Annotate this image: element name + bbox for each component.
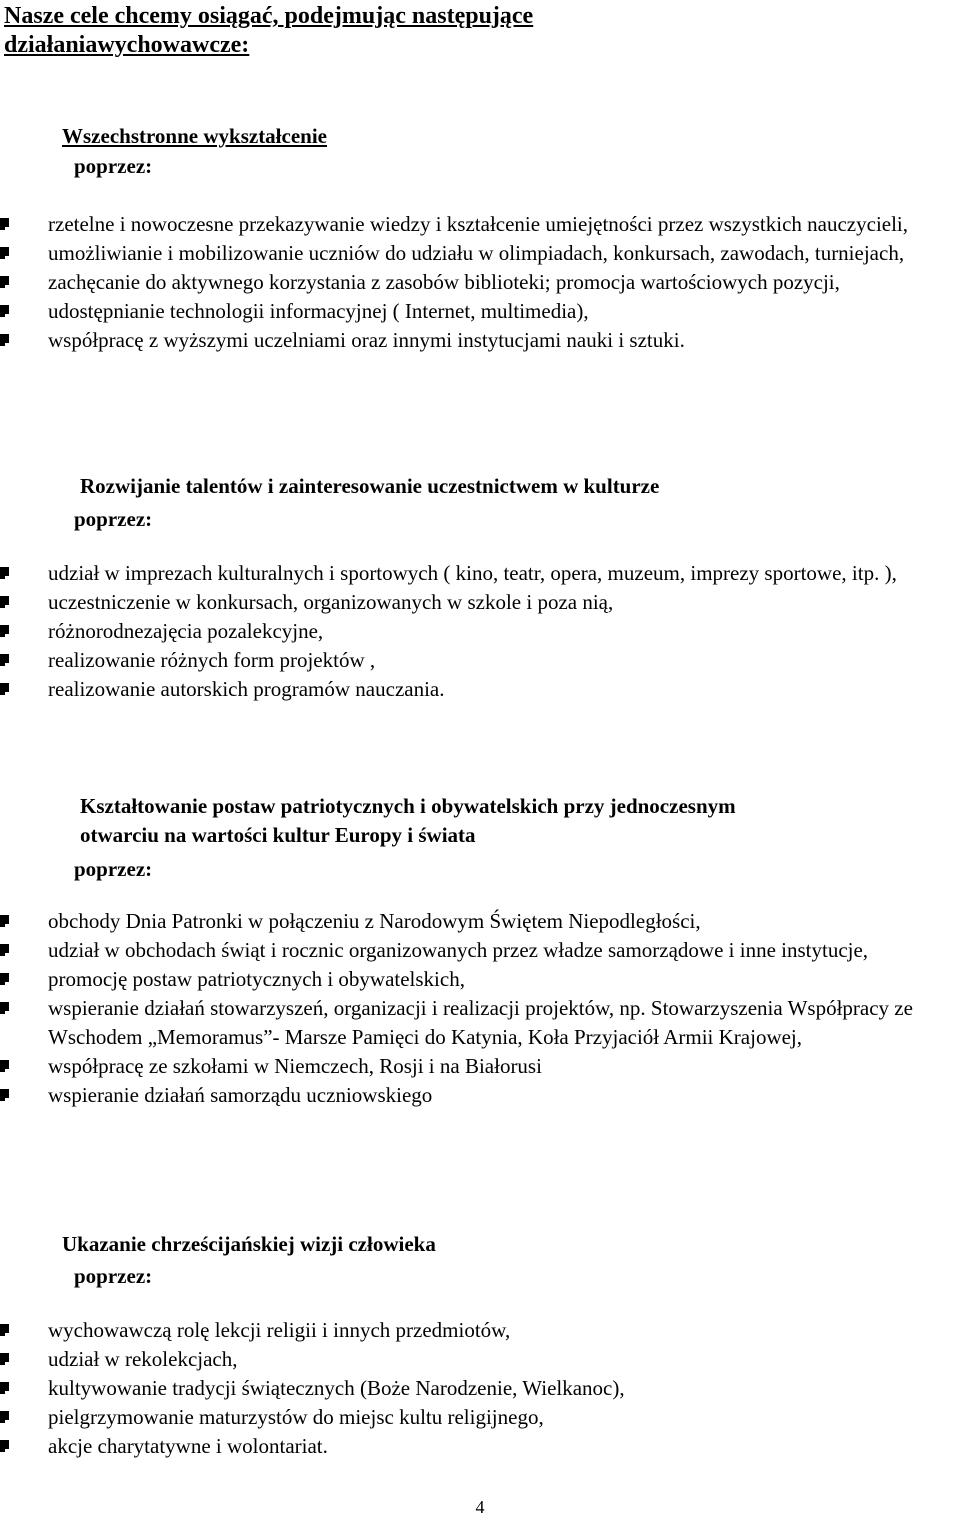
section-bullet-list: [0, 1316, 948, 1461]
list-item: udział w rekolekcjach,: [0, 1345, 948, 1374]
section-bullet-list: [0, 907, 948, 1110]
bullet-icon: [0, 973, 9, 985]
section-heading: Wszechstronne wykształcenie: [62, 124, 327, 148]
bullet-icon: [0, 334, 9, 346]
bullet-icon: [0, 1002, 9, 1014]
bullet-icon: [0, 276, 9, 288]
bullet-icon: [0, 1382, 9, 1394]
list-item: obchody Dnia Patronki w połączeniu z Narodowym Świętem Niepodległości,: [0, 907, 948, 936]
list-item: realizowanie autorskich programów nauczania.: [0, 675, 948, 704]
list-item: umożliwianie i mobilizowanie uczniów do udziału w olimpiadach, konkursach, zawodach, turniejach,: [0, 239, 948, 268]
list-item: współpracę ze szkołami w Niemczech, Rosji i na Białorusi: [0, 1052, 948, 1081]
list-item: wychowawczą rolę lekcji religii i innych przedmiotów,: [0, 1316, 948, 1345]
list-item: pielgrzymowanie maturzystów do miejsc kultu religijnego,: [0, 1403, 948, 1432]
document-title-line-2: działaniawychowawcze:: [4, 32, 250, 58]
list-item: promocję postaw patriotycznych i obywatelskich,: [0, 965, 948, 994]
bullet-icon: [0, 683, 9, 695]
section-bullet-list: [0, 559, 948, 704]
list-item: współpracę z wyższymi uczelniami oraz innymi instytucjami nauki i sztuki.: [0, 326, 948, 355]
page-number: 4: [475, 1497, 485, 1517]
list-item: wspieranie działań stowarzyszeń, organizacji i realizacji projektów, np. Stowarzyszenia Współpracy ze Wschodem „Memoramus”- Marsze Pamięci do Katynia, Koła Przyjaciół Armii Krajowej,: [0, 994, 948, 1052]
section-heading-line-2: otwarciu na wartości kultur Europy i świata: [80, 823, 476, 847]
bullet-icon: [0, 1324, 9, 1336]
list-item: kultywowanie tradycji świątecznych (Boże Narodzenie, Wielkanoc),: [0, 1374, 948, 1403]
bullet-icon: [0, 1353, 9, 1365]
list-item: udział w obchodach świąt i rocznic organizowanych przez władze samorządowe i inne instytucje,: [0, 936, 948, 965]
list-item: udostępnianie technologii informacyjnej ( Internet, multimedia),: [0, 297, 948, 326]
bullet-icon: [0, 1440, 9, 1452]
list-item: rzetelne i nowoczesne przekazywanie wiedzy i kształcenie umiejętności przez wszystkich nauczycieli,: [0, 210, 948, 239]
bullet-icon: [0, 1060, 9, 1072]
document-title-line-1: Nasze cele chcemy osiągać, podejmując następujące: [4, 3, 534, 29]
bullet-icon: [0, 915, 9, 927]
list-item: zachęcanie do aktywnego korzystania z zasobów biblioteki; promocja wartościowych pozycji,: [0, 268, 948, 297]
poprzez-label: poprzez:: [74, 1264, 153, 1288]
list-item: różnorodnezajęcia pozalekcyjne,: [0, 617, 948, 646]
list-item: akcje charytatywne i wolontariat.: [0, 1432, 948, 1461]
bullet-icon: [0, 247, 9, 259]
section-heading: Ukazanie chrześcijańskiej wizji człowieka: [62, 1232, 436, 1256]
bullet-icon: [0, 1089, 9, 1101]
list-item: udział w imprezach kulturalnych i sportowych ( kino, teatr, opera, muzeum, imprezy sportowe, itp. ),: [0, 559, 948, 588]
bullet-icon: [0, 654, 9, 666]
document-title: [4, 2, 704, 60]
poprzez-label: poprzez:: [74, 507, 153, 531]
bullet-icon: [0, 305, 9, 317]
list-item: realizowanie różnych form projektów ,: [0, 646, 948, 675]
bullet-icon: [0, 218, 9, 230]
bullet-icon: [0, 596, 9, 608]
section-bullet-list: [0, 210, 948, 355]
poprzez-label: poprzez:: [74, 857, 153, 881]
list-item: wspieranie działań samorządu uczniowskiego: [0, 1081, 948, 1110]
section-heading-line-1: Kształtowanie postaw patriotycznych i obywatelskich przy jednoczesnym: [80, 794, 736, 818]
section-heading: [80, 792, 736, 850]
bullet-icon: [0, 944, 9, 956]
bullet-icon: [0, 1411, 9, 1423]
list-item: uczestniczenie w konkursach, organizowanych w szkole i poza nią,: [0, 588, 948, 617]
poprzez-label: poprzez:: [74, 154, 153, 178]
section-heading: Rozwijanie talentów i zainteresowanie uczestnictwem w kulturze: [80, 474, 660, 498]
bullet-icon: [0, 567, 9, 579]
bullet-icon: [0, 625, 9, 637]
